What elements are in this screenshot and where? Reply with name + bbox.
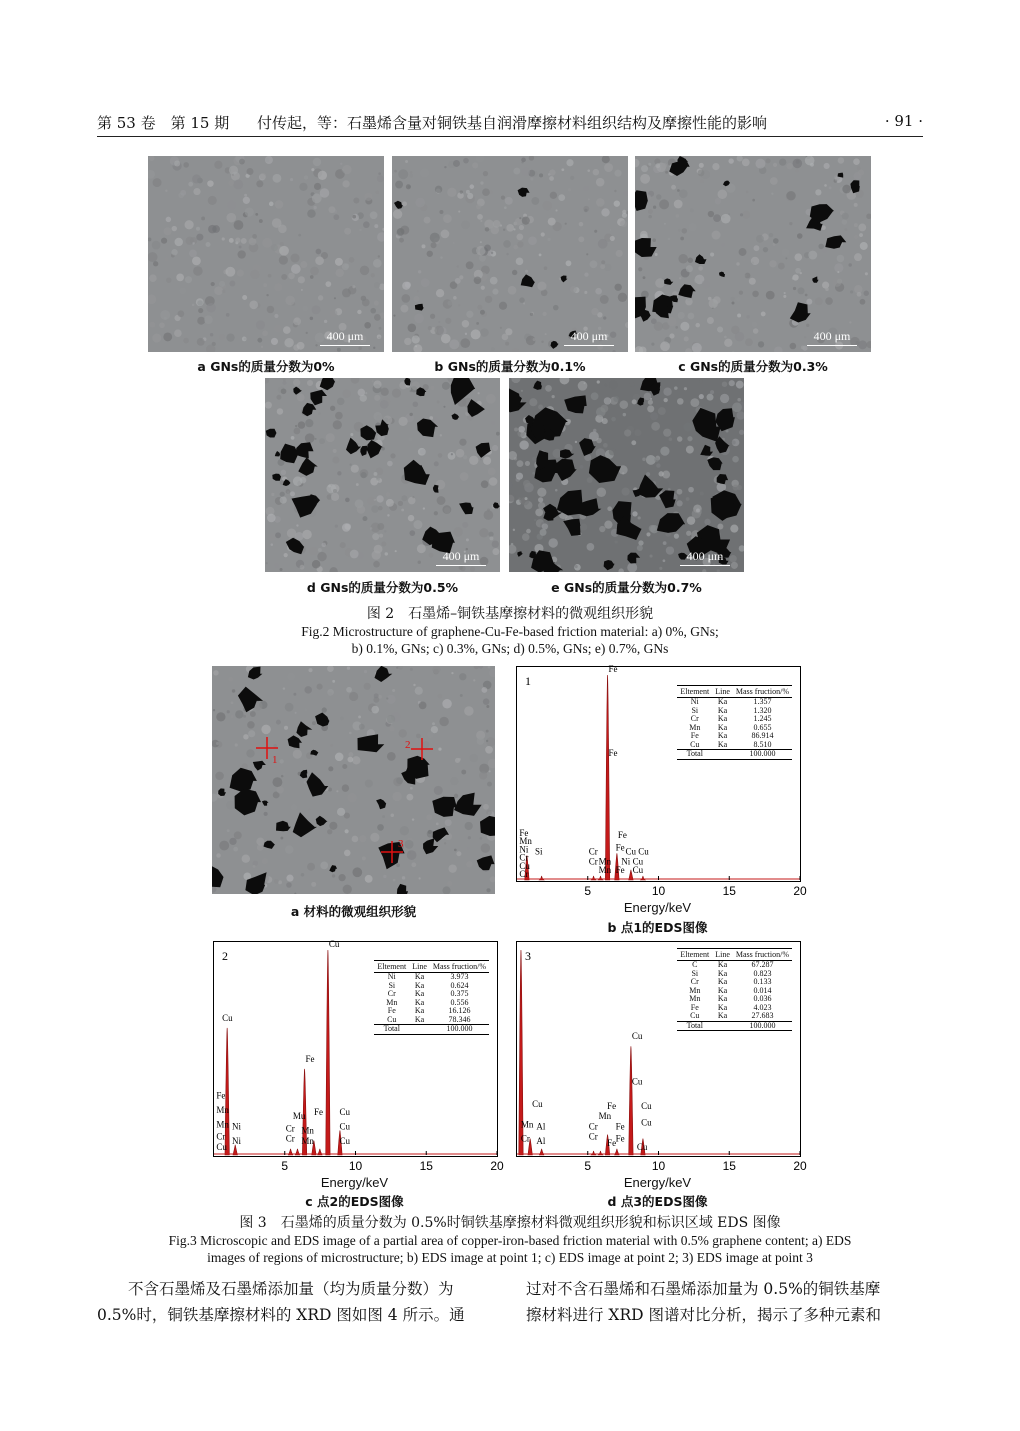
peak-element-label: Ni <box>231 1135 241 1146</box>
table-cell: Ni <box>690 697 699 706</box>
table-header-cell: Mass fruction/% <box>430 961 489 973</box>
peak-element-label: Cu <box>632 856 644 867</box>
table-cell: Cu <box>690 739 700 749</box>
table-cell: Cr <box>690 714 699 723</box>
table-total-row <box>374 1025 489 1034</box>
spectrum-peak <box>225 1028 229 1155</box>
eds-panel-number: 1 <box>525 674 531 688</box>
eds-2-caption: c 点2的EDS图像 <box>305 1194 404 1209</box>
peak-element-label: Cr <box>520 1133 530 1144</box>
running-title: 付传起，等：石墨烯含量对铜铁基自润滑摩擦材料组织结构及摩擦性能的影响 <box>257 114 768 132</box>
peak-element-label: Al <box>536 1135 546 1146</box>
spectrum-peak <box>233 1145 237 1155</box>
x-tick-label: 10 <box>348 1159 363 1173</box>
fig3a-label: a 材料的微观组织形貌 <box>290 904 417 919</box>
table-cell: Si <box>388 980 396 990</box>
peak-element-label: Fe <box>607 1100 617 1111</box>
table-total-row <box>677 1021 792 1030</box>
table-total-row <box>677 750 792 759</box>
peak-element-label: Fe <box>314 1107 324 1118</box>
peak-element-label: Ni <box>621 856 631 867</box>
table-cell: 0.014 <box>753 985 772 995</box>
table-cell: 0.823 <box>753 968 772 978</box>
table-cell: Ka <box>414 1006 425 1015</box>
peak-element-label: Si <box>534 846 543 857</box>
table-header-cell: Mass fruction/% <box>733 949 792 961</box>
micrograph-a <box>148 156 384 352</box>
micrograph-texture <box>265 378 500 572</box>
table-cell: 100.000 <box>430 1025 489 1034</box>
table-cell: 0.655 <box>753 722 772 732</box>
table-cell: 100.000 <box>733 750 792 759</box>
x-tick-label: 5 <box>584 884 592 898</box>
table-cell: 0.036 <box>753 994 772 1003</box>
table-cell: Fe <box>387 1006 396 1015</box>
peak-element-label: Fe <box>608 663 618 674</box>
table-cell: 1.357 <box>753 697 772 706</box>
x-tick-label: 20 <box>793 1159 807 1173</box>
table-cell: 100.000 <box>733 1021 792 1030</box>
fig3-caption-en-1: Fig.3 Microscopic and EDS image of a partial area of copper-iron-based friction material with 0.5% graphene content; a) EDS <box>168 1233 852 1248</box>
marker-3: 3 <box>398 838 404 850</box>
peak-element-label: Cu <box>641 1100 652 1111</box>
peak-element-label: Cu <box>519 860 530 871</box>
table-cell: Cr <box>387 989 396 998</box>
panel-e-label: e GNs的质量分数为0.7% <box>551 580 702 595</box>
peak-element-label: Fe <box>615 842 625 853</box>
peak-element-label: Mn <box>598 1111 612 1122</box>
table-cell: Ka <box>414 980 425 990</box>
peak-element-label: Mn <box>519 836 532 847</box>
micrograph-texture <box>392 156 628 352</box>
table-cell: 27.683 <box>751 1011 774 1020</box>
x-tick-label: 5 <box>584 1159 592 1173</box>
peak-element-label: Fe <box>615 1133 625 1144</box>
peak-element-label: Cr <box>216 1131 226 1142</box>
peak-element-label: Cu <box>339 1121 351 1132</box>
table-cell: C <box>692 960 698 969</box>
panel-b-label: b GNs的质量分数为0.1% <box>434 359 586 374</box>
scale-bar: 400 μm <box>320 329 370 346</box>
table-cell: 3.973 <box>450 972 469 981</box>
table-cell: Ka <box>717 968 728 978</box>
table-cell: Ka <box>414 1014 425 1024</box>
table-cell: 0.133 <box>753 977 772 986</box>
peak-element-label: Fe <box>615 1121 625 1132</box>
table-cell: 8.510 <box>753 739 772 749</box>
table-cell: 1.320 <box>753 705 772 715</box>
spectrum-peak <box>605 675 609 880</box>
table-cell: Ka <box>717 722 728 732</box>
table-cell: Ka <box>717 705 728 715</box>
peak-element-label: Mn <box>301 1135 314 1146</box>
peak-element-label: Cr <box>588 1131 598 1142</box>
fig3-caption-zh: 图 3 石墨烯的质量分数为 0.5%时铜铁基摩擦材料微观组织形貌和标识区域 EDS 图像 <box>239 1215 781 1231</box>
eds-plot-3 <box>516 941 807 1173</box>
fig2-caption-en-2: b) 0.1%, GNs; c) 0.3%, GNs; d) 0.5%, GNs; e) 0.7%, GNs <box>351 641 669 656</box>
table-cell: 67.287 <box>751 960 774 969</box>
table-cell: Cu <box>690 1011 700 1020</box>
peak-element-label: Ni <box>231 1121 241 1132</box>
x-tick-label: 15 <box>722 1159 736 1173</box>
table-header-cell: Line <box>409 961 430 973</box>
body-left-line-1: 不含石墨烯及石墨烯添加量（均为质量分数）为 <box>128 1280 454 1298</box>
scale-bar: 400 μm <box>436 549 486 566</box>
table-header-cell: Eltement <box>677 686 712 698</box>
table-cell: 86.914 <box>751 731 774 740</box>
eds-1-xlabel: Energy/keV <box>623 900 692 915</box>
table-cell: Ka <box>414 997 425 1007</box>
table-cell: Si <box>691 968 699 978</box>
body-left-line-2: 0.5%时，铜铁基摩擦材料的 XRD 图如图 4 所示。通 <box>97 1306 465 1324</box>
peak-element-label: Cu <box>631 1076 643 1087</box>
peak-element-label: Cu <box>632 864 644 875</box>
table-cell: Cr <box>690 977 699 986</box>
peak-element-label: Cu <box>216 1141 227 1152</box>
body-right-line-2: 擦材料进行 XRD 图谱对比分析，揭示了多种元素和 <box>526 1306 881 1324</box>
micrograph-texture <box>635 156 871 352</box>
peak-element-label: Cu <box>631 1031 643 1042</box>
table-header-cell: Line <box>712 686 733 698</box>
marker-1: 1 <box>272 754 278 766</box>
table-cell: 0.556 <box>450 997 469 1007</box>
peak-element-label: Cu <box>636 1141 648 1152</box>
peak-element-label: Cu <box>328 938 340 949</box>
scale-bar: 400 μm <box>807 329 857 346</box>
journal-volume: 第 53 卷 第 15 期 <box>97 114 230 132</box>
scale-bar: 400 μm <box>680 549 730 566</box>
peak-element-label: Cr <box>588 856 598 867</box>
eds-3-xlabel: Energy/keV <box>623 1175 692 1190</box>
table-cell <box>712 750 733 759</box>
x-tick-label: 15 <box>722 884 736 898</box>
peak-element-label: Mu <box>292 1111 306 1122</box>
table-cell: Mn <box>689 985 701 995</box>
table-cell: Ka <box>717 985 728 995</box>
body-left-column <box>97 1276 502 1328</box>
table-cell: Si <box>691 705 699 715</box>
table-cell: Fe <box>690 1002 699 1012</box>
table-cell: 1.245 <box>753 714 772 723</box>
table-cell: Ka <box>717 1011 728 1020</box>
eds-1-caption: b 点1的EDS图像 <box>607 920 708 935</box>
peak-element-label: Cu <box>222 1012 233 1023</box>
table-cell <box>409 1025 430 1034</box>
peak-element-label: Cr <box>285 1133 295 1144</box>
body-right-column <box>526 1276 926 1328</box>
panel-a-label: a GNs的质量分数为0% <box>197 359 335 374</box>
table-cell: Ka <box>717 977 728 986</box>
table-cell: Mn <box>689 722 701 732</box>
table-header-cell: Mass fruction/% <box>733 686 792 698</box>
peak-element-label: Al <box>536 1121 546 1132</box>
eds-2-xlabel: Energy/keV <box>320 1175 389 1190</box>
micrograph-fig3a <box>212 666 495 894</box>
table-cell: Ka <box>414 972 425 981</box>
table-cell: Ka <box>717 994 728 1003</box>
peak-element-label: Cu <box>641 1117 652 1128</box>
peak-element-label: Cu <box>339 1107 351 1118</box>
peak-element-label: Cu <box>532 1098 543 1109</box>
table-row <box>677 1012 792 1021</box>
table-cell: Ka <box>717 714 728 723</box>
micrograph-texture <box>509 378 744 572</box>
peak-element-label: Mn <box>216 1119 229 1130</box>
micrograph-texture <box>148 156 384 352</box>
peak-element-label: Mn <box>520 1119 534 1130</box>
table-header-cell: Eltement <box>374 961 409 973</box>
peak-element-label: Fe <box>305 1053 315 1064</box>
micrograph-c <box>635 156 871 352</box>
fig3-caption-en-2: images of regions of microstructure; b) EDS image at point 1; c) EDS image at point 2; 3) EDS image at point 3 <box>207 1250 813 1265</box>
micrograph-d <box>265 378 500 572</box>
scale-bar: 400 μm <box>564 329 614 346</box>
x-tick-label: 15 <box>419 1159 433 1173</box>
eds-panel-number: 2 <box>222 949 228 963</box>
running-header <box>97 112 923 136</box>
x-tick-label: 10 <box>651 884 666 898</box>
marker-2: 2 <box>405 739 411 751</box>
table-cell: Ni <box>387 972 396 981</box>
composition-table <box>677 948 792 1031</box>
peak-element-label: Cu <box>339 1135 351 1146</box>
peak-element-label: Cr <box>519 868 529 879</box>
peak-element-label: Fe <box>615 864 625 875</box>
fig2-caption-en-1: Fig.2 Microstructure of graphene-Cu-Fe-based friction material: a) 0%, GNs; <box>301 624 719 639</box>
table-cell: Cu <box>387 1014 397 1024</box>
table-cell: Ka <box>717 697 728 706</box>
peak-element-label: Mn <box>301 1125 314 1136</box>
peak-element-label: Fe <box>617 830 627 840</box>
table-cell: 0.624 <box>450 980 469 990</box>
micrograph-b <box>392 156 628 352</box>
table-cell: Mn <box>386 997 398 1007</box>
table-cell <box>712 1021 733 1030</box>
peak-element-label: Cr <box>285 1123 295 1134</box>
peak-element-label: Mn <box>598 864 612 875</box>
peak-element-label: Fe <box>519 827 529 838</box>
spectrum-peak <box>629 1046 633 1155</box>
eds-panel-number: 3 <box>525 949 531 963</box>
x-tick-label: 5 <box>281 1159 289 1173</box>
eds-3-caption: d 点3的EDS图像 <box>607 1194 708 1209</box>
peak-element-label: Fe <box>607 1137 617 1148</box>
table-cell: 4.023 <box>753 1002 772 1012</box>
table-header-cell: Line <box>712 949 733 961</box>
peak-element-label: Ni <box>519 844 529 855</box>
table-cell: Ka <box>414 989 425 998</box>
table-header-cell: Eltement <box>677 949 712 961</box>
table-cell: Total <box>374 1025 409 1034</box>
composition-table <box>374 960 489 1035</box>
table-cell: 0.375 <box>450 989 469 998</box>
x-tick-label: 10 <box>651 1159 666 1173</box>
table-cell: Ka <box>717 731 728 740</box>
fig2-caption-zh: 图 2 石墨烯–铜铁基摩擦材料的微观组织形貌 <box>366 606 654 622</box>
table-cell: Ka <box>717 1002 728 1012</box>
peak-element-label: Cu Cu <box>625 846 649 857</box>
x-tick-label: 20 <box>490 1159 504 1173</box>
panel-d-label: d GNs的质量分数为0.5% <box>306 580 459 595</box>
spectrum-peak <box>326 950 330 1155</box>
table-cell: Mn <box>689 994 701 1003</box>
peak-element-label: Mn <box>598 856 612 867</box>
x-tick-label: 20 <box>793 884 807 898</box>
eds-plot-2 <box>213 938 504 1173</box>
table-cell: Total <box>677 750 712 759</box>
page-number: · 91 · <box>884 112 923 130</box>
peak-element-label: Cr <box>519 852 529 863</box>
panel-c-label: c GNs的质量分数为0.3% <box>678 359 828 374</box>
peak-element-label: Cr <box>588 846 598 857</box>
table-cell: Total <box>677 1021 712 1030</box>
eds-plot-1 <box>516 663 807 898</box>
table-cell: Fe <box>690 731 699 740</box>
peak-element-label: Fe <box>216 1090 226 1101</box>
table-cell: 16.126 <box>448 1006 471 1015</box>
point-markers <box>212 666 495 894</box>
peak-element-label: Fe <box>608 748 618 758</box>
micrograph-e <box>509 378 744 572</box>
composition-table <box>677 685 792 760</box>
header-rule <box>97 136 923 137</box>
table-cell: Ka <box>717 739 728 749</box>
table-cell: 78.346 <box>448 1014 471 1024</box>
table-cell: Ka <box>717 960 728 969</box>
body-right-line-1: 过对不含石墨烯和石墨烯添加量为 0.5%的铜铁基摩 <box>526 1280 881 1298</box>
peak-element-label: Mn <box>216 1105 229 1115</box>
peak-element-label: Cr <box>588 1121 598 1132</box>
